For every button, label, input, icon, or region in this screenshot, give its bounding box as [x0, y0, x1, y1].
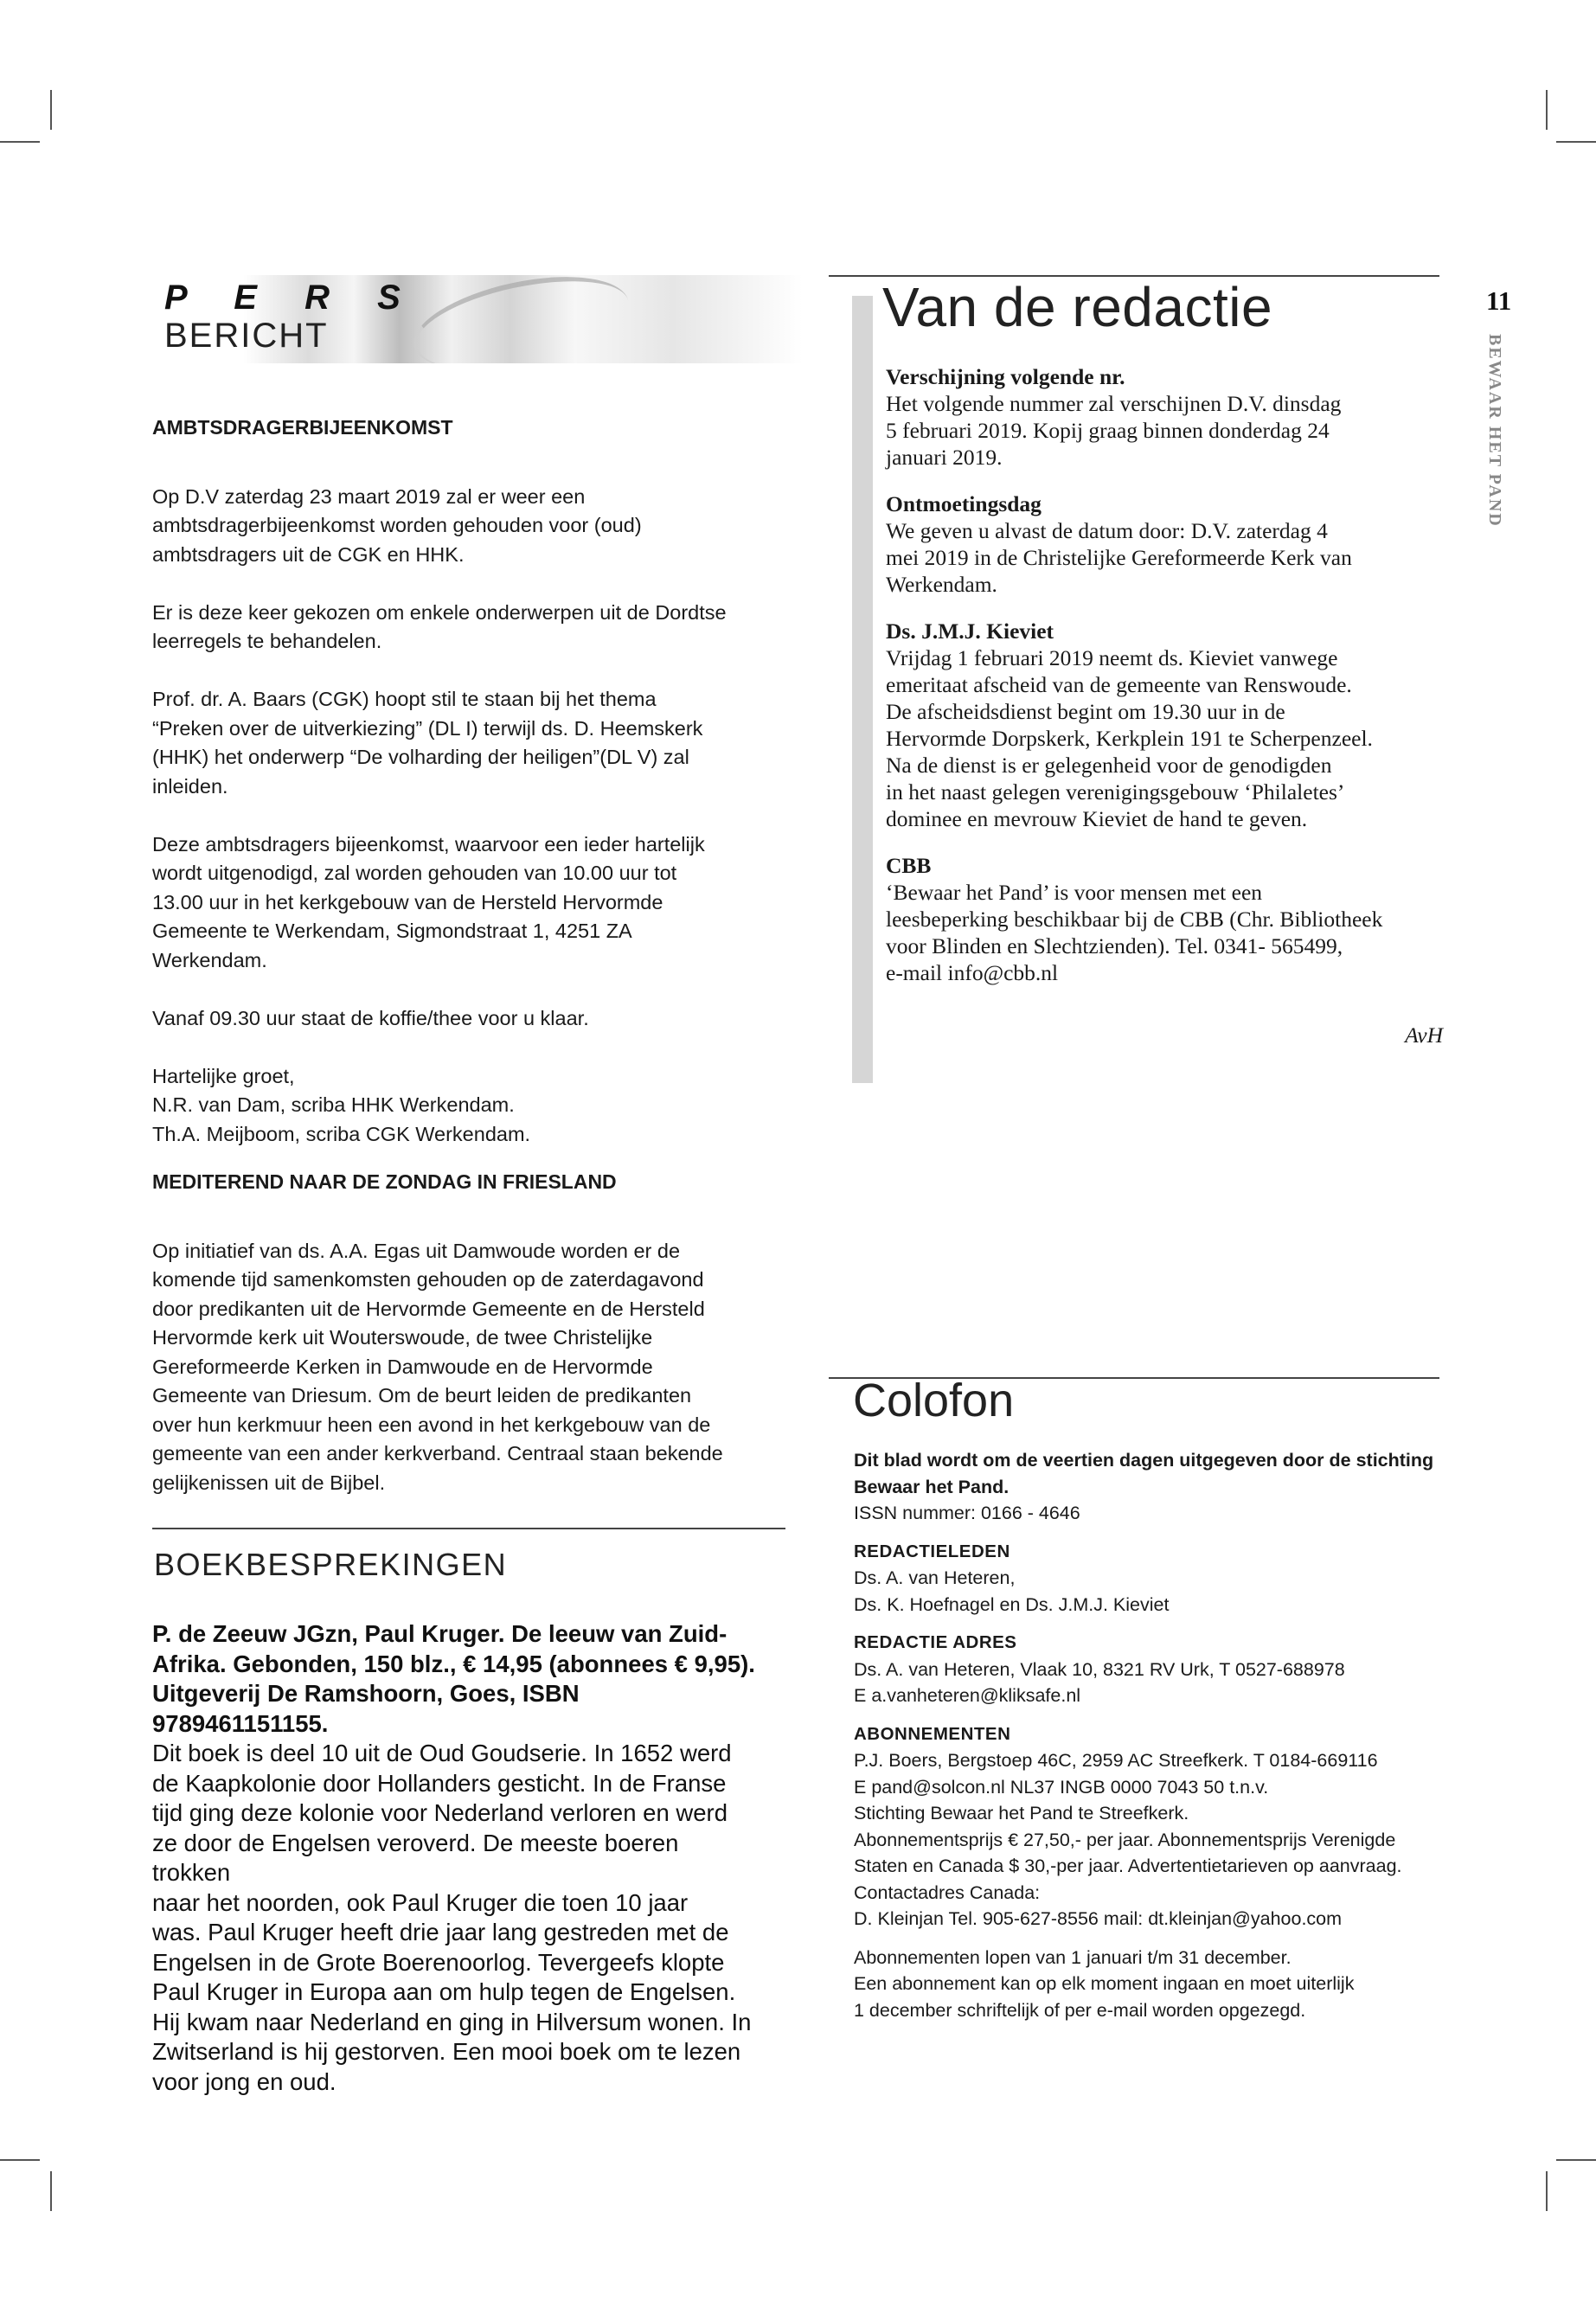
crop-mark — [50, 90, 52, 130]
side-label: BEWAAR HET PAND — [1485, 334, 1504, 528]
boekbesprekingen-title: BOEKBESPREKINGEN — [154, 1547, 508, 1582]
redactie-side-bar — [852, 296, 873, 1083]
article-paragraph: Er is deze keer gekozen om enkele onderwerpen uit de Dordtse leerregels te behandelen. — [152, 600, 727, 652]
redactie-item — [886, 363, 1448, 471]
redactie-signature: AvH — [1405, 1022, 1443, 1048]
colofon-body — [854, 1447, 1459, 2023]
redactie-item-text: ‘Bewaar het Pand’ is voor mensen met een leesbeperking beschikbaar bij de CBB (Chr. Bibliotheek voor Blinden en Slechtzienden). Tel. 0341- 565499, e-mail info@cbb.nl — [886, 880, 1383, 985]
book-title-line: P. de Zeeuw JGzn, Paul Kruger. De leeuw van Zuid- — [152, 1620, 727, 1647]
page-number: 11 — [1486, 285, 1512, 316]
article-paragraph: Prof. dr. A. Baars (CGK) hoopt stil te staan bij het thema “Preken over de uitverkiezing” (DL I) terwijl ds. D. Heemskerk (HHK) het onderwerp “De volharding der heiligen”(DL V) zal inleiden. — [152, 688, 703, 798]
crop-mark — [1546, 2171, 1548, 2211]
crop-mark — [1546, 90, 1548, 130]
review-line: was. Paul Kruger heeft drie jaar lang gestreden met de — [152, 1919, 729, 1945]
article-heading: MEDITEREND NAAR DE ZONDAG IN FRIESLAND — [152, 1170, 617, 1193]
redactie-item-heading: CBB — [886, 853, 932, 878]
redactie-item — [886, 490, 1448, 598]
colofon-lead: Dit blad wordt om de veertien dagen uitgegeven door de stichting Bewaar het Pand. — [854, 1450, 1434, 1497]
crop-mark — [1556, 2159, 1596, 2161]
crop-mark — [0, 2159, 40, 2161]
redactie-item-text: Het volgende nummer zal verschijnen D.V. dinsdag 5 februari 2019. Kopij graag binnen donderdag 24 januari 2019. — [886, 391, 1342, 470]
redactie-item-text: Vrijdag 1 februari 2019 neemt ds. Kieviet vanwege emeritaat afscheid van de gemeente van Renswoude. De afscheidsdienst begint om 19.30 uur in de Hervormde Dorpskerk, Kerkplein 191 te Scherpenzeel. Na de dienst is er gelegenheid voor de genodigden in het naast gelegen verenigingsgebouw ‘Philaletes’ dominee en mevrouw Kieviet de hand te geven. — [886, 645, 1373, 831]
article-paragraph: Op D.V zaterdag 23 maart 2019 zal er weer een ambtsdragerbijeenkomst worden gehouden voor (oud) ambtsdragers uit de CGK en HHK. — [152, 484, 642, 566]
review-line: naar het noorden, ook Paul Kruger die toen 10 jaar — [152, 1888, 689, 1916]
review-line: voor jong en oud. — [152, 2067, 337, 2095]
colofon-footer: Abonnementen lopen van 1 januari t/m 31 december. Een abonnement kan op elk moment ingaan en moet uiterlijk 1 december schriftelijk of per e-mail worden opgezegd. — [854, 1946, 1355, 2021]
redactie-item — [886, 618, 1448, 832]
redactie-body — [886, 363, 1448, 1006]
article-paragraph: Vanaf 09.30 uur staat de koffie/thee voor u klaar. — [152, 1006, 589, 1029]
colofon-issn: ISSN nummer: 0166 - 4646 — [854, 1503, 1080, 1523]
article-heading: AMBTSDRAGERBIJEENKOMST — [152, 416, 453, 439]
review-line: ze door de Engelsen veroverd. De meeste boeren trokken — [152, 1829, 679, 1886]
section-divider — [152, 1528, 785, 1529]
redactie-title: Van de redactie — [882, 276, 1273, 338]
colofon-title: Colofon — [853, 1375, 1015, 1426]
review-line: Zwitserland is hij gestorven. Een mooi boek om te lezen — [152, 2038, 741, 2065]
review-line: Dit boek is deel 10 uit de Oud Goudserie. In 1652 werd — [152, 1740, 732, 1766]
article-mediterend — [152, 1168, 788, 1527]
review-line: de Kaapkolonie door Hollanders gesticht. In de Franse — [152, 1769, 727, 1797]
book-title-line: Uitgeverij De Ramshoorn, Goes, ISBN 9789461151155. — [152, 1680, 580, 1737]
article-ambtsdragerbijeenkomst — [152, 413, 788, 1178]
crop-mark — [1556, 141, 1596, 143]
colofon-section-heading: ABONNEMENTEN — [854, 1723, 1011, 1744]
colofon-section-text: Ds. A. van Heteren, Ds. K. Hoefnagel en Ds. J.M.J. Kieviet — [854, 1567, 1170, 1615]
crop-mark — [50, 2171, 52, 2211]
review-line: Hij kwam naar Nederland en ging in Hilversum wonen. In — [152, 2008, 752, 2035]
review-line: Engelsen in de Grote Boerenoorlog. Tevergeefs klopte — [152, 1948, 725, 1976]
article-paragraph: Hartelijke groet, N.R. van Dam, scriba HHK Werkendam. Th.A. Meijboom, scriba CGK Werkendam. — [152, 1064, 531, 1145]
banner-swirl-graphic — [406, 275, 637, 363]
book-review — [152, 1619, 758, 2097]
crop-mark — [0, 141, 40, 143]
colofon-section-heading: REDACTIELEDEN — [854, 1541, 1010, 1561]
colofon-section — [854, 1721, 1459, 1932]
redactie-item-heading: Ontmoetingsdag — [886, 491, 1042, 516]
article-paragraph: Op initiatief van ds. A.A. Egas uit Damwoude worden er de komende tijd samenkomsten gehouden op de zaterdagavond door predikanten uit de Hervormde Gemeente en de Hersteld Hervormde kerk uit Wouterswoude, de twee Christelijke Gereformeerde Kerken in Damwoude en de Hervormde Gemeente van Driesum. Om de beurt leiden de predikanten over hun kerkmuur heen een avond in het kerkgebouw van de gemeente van een ander kerkverband. Centraal staan bekende gelijkenissen uit de Bijbel. — [152, 1239, 723, 1494]
article-paragraph: Deze ambtsdragers bijeenkomst, waarvoor een ieder hartelijk wordt uitgenodigd, zal worden gehouden van 10.00 uur tot 13.00 uur in het kerkgebouw van de Hersteld Hervormde Gemeente te Werkendam, Sigmondstraat 1, 4251 ZA Werkendam. — [152, 832, 705, 971]
colofon-section-heading: REDACTIE ADRES — [854, 1632, 1017, 1652]
colofon-section-text: Ds. A. van Heteren, Vlaak 10, 8321 RV Urk, T 0527-688978 E a.vanheteren@kliksafe.nl — [854, 1658, 1345, 1706]
redactie-item-text: We geven u alvast de datum door: D.V. zaterdag 4 mei 2019 in de Christelijke Gereformeerde Kerk van Werkendam. — [886, 518, 1352, 597]
banner-pers-text: P E R S — [164, 279, 420, 317]
review-line: Paul Kruger in Europa aan om hulp tegen de Engelsen. — [152, 1978, 736, 2005]
banner-bericht-text: BERICHT — [164, 317, 329, 355]
colofon-section-text: P.J. Boers, Bergstoep 46C, 2959 AC Streefkerk. T 0184-669116 E pand@solcon.nl NL37 INGB 0000 7043 50 t.n.v. Stichting Bewaar het Pand te Streefkerk. Abonnementsprijs € 27,50,- per jaar. Abonnementsprijs Verenigde Staten en Canada $ 30,-per jaar. Advertentietarieven op aanvraag. Contactadres Canada: D. Kleinjan Tel. 905-627-8556 mail: dt.kleinjan@yahoo.com — [854, 1750, 1402, 1929]
book-title-line: Afrika. Gebonden, 150 blz., € 14,95 (abonnees € 9,95). — [152, 1650, 755, 1677]
redactie-item — [886, 852, 1448, 986]
persbericht-banner — [152, 275, 803, 363]
colofon-section — [854, 1630, 1459, 1709]
redactie-item-heading: Verschijning volgende nr. — [886, 364, 1125, 389]
review-line: tijd ging deze kolonie voor Nederland verloren en werd — [152, 1799, 727, 1826]
colofon-section — [854, 1539, 1459, 1618]
redactie-item-heading: Ds. J.M.J. Kieviet — [886, 619, 1054, 644]
